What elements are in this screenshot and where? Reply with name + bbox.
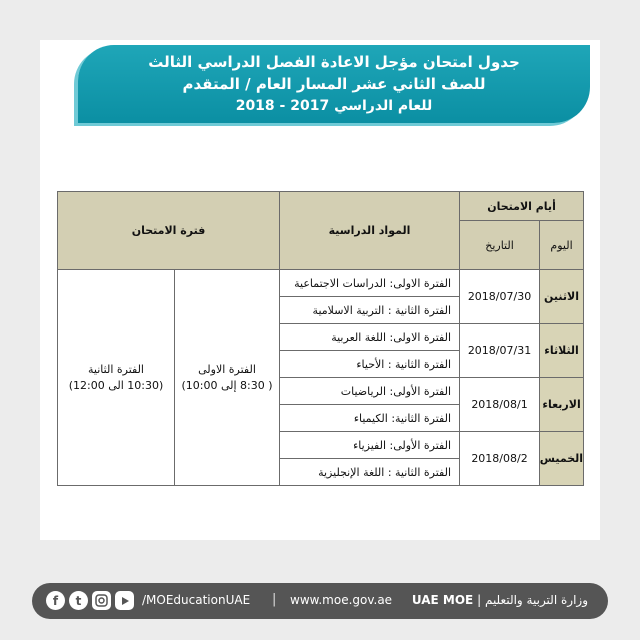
header-subjects: المواد الدراسية	[280, 192, 460, 270]
twitter-icon[interactable]: t	[69, 591, 88, 610]
footer-separator: |	[477, 593, 482, 607]
subject-cell: الفترة الأولى: الفيزياء	[280, 432, 460, 459]
ministry-name-ar: وزارة التربية والتعليم	[484, 593, 588, 607]
subject-cell: الفترة الثانية : التربية الاسلامية	[280, 297, 460, 324]
date-cell: 2018/07/31	[460, 324, 540, 378]
instagram-icon[interactable]	[92, 591, 111, 610]
period-1-label: الفترة الاولى	[198, 362, 256, 376]
title-banner	[78, 45, 590, 123]
header-exam-days: أيام الامتحان	[460, 192, 584, 221]
date-cell: 2018/08/2	[460, 432, 540, 486]
header-date: التاريخ	[460, 221, 540, 270]
footer-separator: |	[272, 592, 277, 607]
period-2-cell	[58, 270, 175, 486]
website-link[interactable]: www.moe.gov.ae	[290, 593, 393, 607]
social-icons	[46, 591, 134, 611]
social-handle[interactable]: /MOEducationUAE	[142, 593, 251, 607]
period-2-label: الفترة الثانية	[88, 362, 144, 376]
subject-cell: الفترة الأولى: الرياضيات	[280, 378, 460, 405]
subject-cell: الفترة الاولى: اللغة العربية	[280, 324, 460, 351]
ministry-name-en: UAE MOE	[411, 593, 474, 607]
ministry-name	[412, 593, 588, 607]
title-line-1: جدول امتحان مؤجل الاعادة الفصل الدراسي الثالث	[148, 53, 520, 71]
exam-schedule-table	[57, 191, 584, 486]
period-2-time: (10:30 الى 12:00)	[68, 378, 164, 392]
subject-cell: الفترة الثانية : اللغة الإنجليزية	[280, 459, 460, 486]
subject-cell: الفترة الثانية: الكيمياء	[280, 405, 460, 432]
facebook-icon[interactable]: f	[46, 591, 65, 610]
title-line-2: للصف الثاني عشر المسار العام / المتقدم	[182, 75, 486, 93]
date-cell: 2018/07/30	[460, 270, 540, 324]
subject-cell: الفترة الاولى: الدراسات الاجتماعية	[280, 270, 460, 297]
day-cell: الاربعاء	[540, 378, 584, 432]
youtube-icon[interactable]	[115, 591, 134, 610]
footer-bar	[32, 583, 608, 619]
period-1-cell	[175, 270, 280, 486]
header-day: اليوم	[540, 221, 584, 270]
subject-cell: الفترة الثانية : الأحياء	[280, 351, 460, 378]
date-cell: 2018/08/1	[460, 378, 540, 432]
day-cell: الاثنين	[540, 270, 584, 324]
table-row	[58, 270, 584, 297]
day-cell: الخميس	[540, 432, 584, 486]
day-cell: الثلاثاء	[540, 324, 584, 378]
period-1-time: ( 8:30 إلى 10:00)	[181, 378, 273, 392]
title-line-3: للعام الدراسي 2017 - 2018	[235, 98, 433, 114]
header-exam-period: فترة الامتحان	[58, 192, 280, 270]
